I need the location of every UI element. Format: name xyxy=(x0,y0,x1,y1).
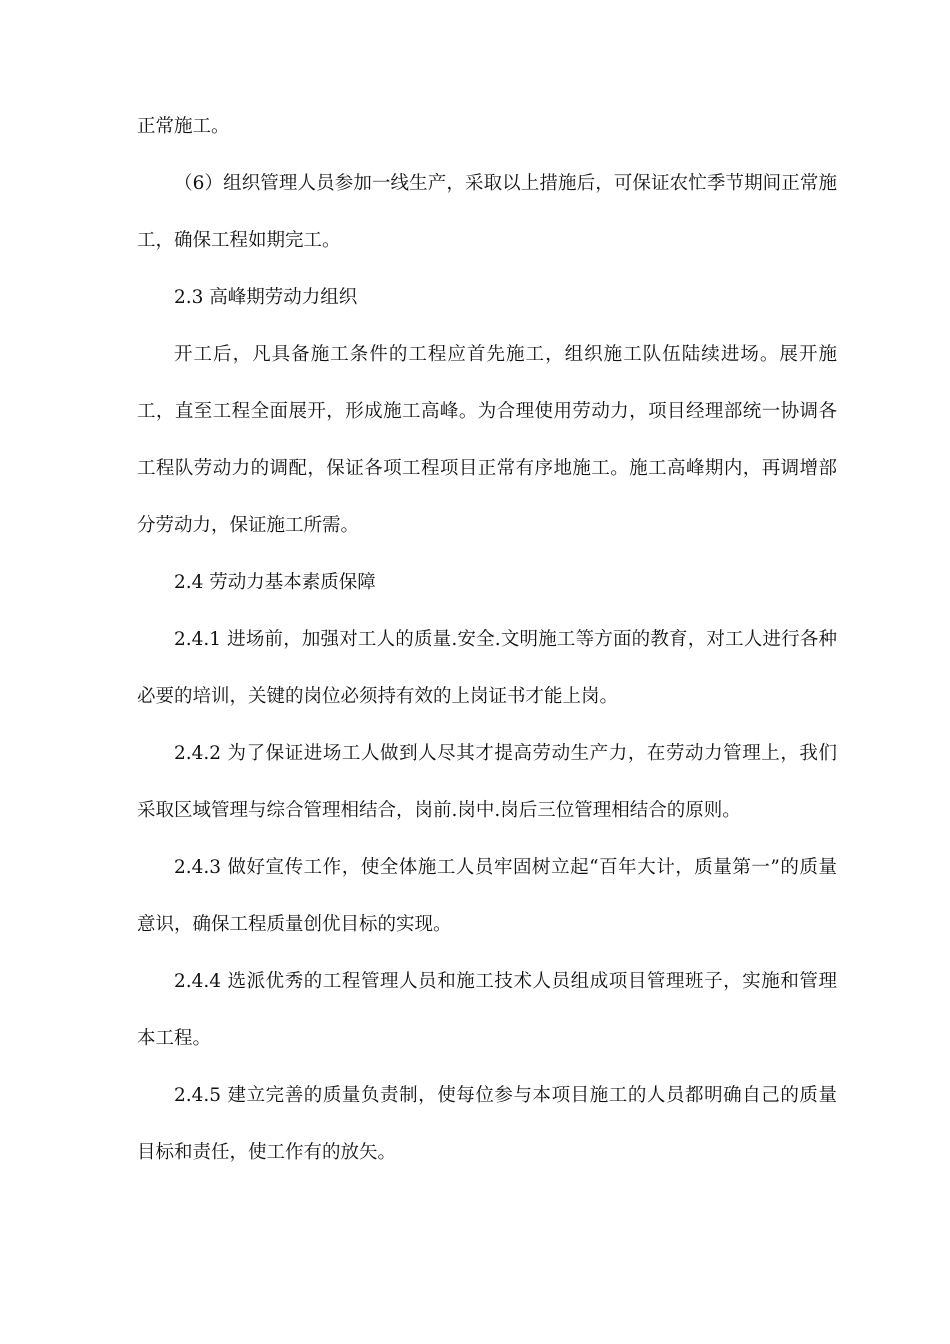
paragraph-peak-labor: 开工后，凡具备施工条件的工程应首先施工，组织施工队伍陆续进场。展开施工，直至工程全面展开，形成施工高峰。为合理使用劳动力，项目经理部统一协调各工程队劳动力的调配，保证各项工程项目正常有序地施工。施工高峰期内，再调增部分劳动力，保证施工所需。 xyxy=(137,344,837,536)
paragraph-2-4-2: 2.4.2 为了保证进场工人做到人尽其才提高劳动生产力，在劳动力管理上，我们采取区域管理与综合管理相结合，岗前.岗中.岗后三位管理相结合的原则。 xyxy=(137,743,837,821)
paragraph-2-4-3: 2.4.3 做好宣传工作，使全体施工人员牢固树立起“百年大计，质量第一”的质量意识，确保工程质量创优目标的实现。 xyxy=(137,857,837,935)
paragraph-2-4-5: 2.4.5 建立完善的质量负责制，使每位参与本项目施工的人员都明确自己的质量目标和责任，使工作有的放矢。 xyxy=(137,1085,837,1163)
section-heading-2-3: 2.3 高峰期劳动力组织 xyxy=(174,287,358,308)
paragraph-2-4-1: 2.4.1 进场前，加强对工人的质量.安全.文明施工等方面的教育，对工人进行各种必要的培训，关键的岗位必须持有效的上岗证书才能上岗。 xyxy=(137,629,837,707)
paragraph-2-4-4: 2.4.4 选派优秀的工程管理人员和施工技术人员组成项目管理班子，实施和管理本工程。 xyxy=(137,971,837,1049)
paragraph-item-6: （6）组织管理人员参加一线生产，采取以上措施后，可保证农忙季节期间正常施工，确保工程如期完工。 xyxy=(137,173,837,251)
section-heading-2-4: 2.4 劳动力基本素质保障 xyxy=(174,572,376,593)
paragraph-continuation: 正常施工。 xyxy=(137,116,230,137)
